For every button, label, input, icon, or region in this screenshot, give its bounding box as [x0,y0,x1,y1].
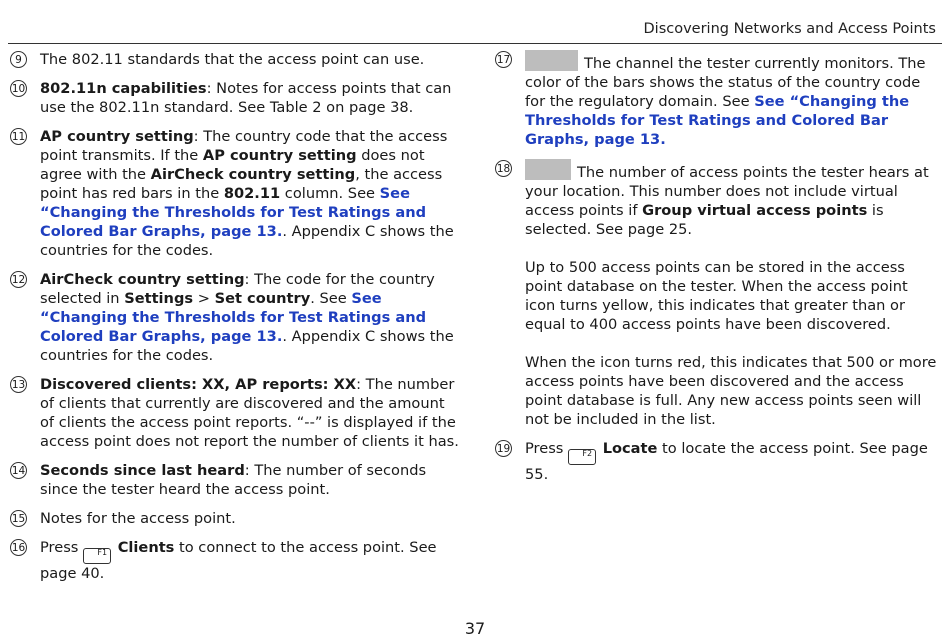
callout-item-19 [495,439,940,484]
item-text: > [193,290,215,307]
callout-item-9 [10,50,460,69]
callout-number: 13 [10,376,27,393]
running-header: Discovering Networks and Access Points [643,21,936,37]
callout-number: 14 [10,462,27,479]
item-term: Locate [602,440,658,457]
item-text: to locate the access point. See page 55. [525,440,928,483]
callout-item-15 [10,509,460,528]
cross-reference-link[interactable]: See “Changing the Thresholds for Test Ratings and Colored Bar Graphs, page 13. [40,185,427,240]
cross-reference-link[interactable]: See “Changing the Thresholds for Test Ratings and Colored Bar Graphs, page 13. [525,93,910,148]
item-text: : The number of clients that currently are discovered and the amount of clients the access point reports. “--” is displayed if the access point does not report the number of clients it has. [40,376,459,450]
item-term: AirCheck country setting [150,166,356,183]
f2-key-icon: F2 [568,449,596,465]
callout-number: 19 [495,440,512,457]
cross-reference-link[interactable]: See “Changing the Thresholds for Test Ratings and Colored Bar Graphs, page 13. [40,290,427,345]
header-rule [8,43,942,44]
left-column [10,50,460,593]
item-text: , the access point has red bars in the [40,166,443,202]
ap-count-graphic-placeholder [525,159,571,180]
callout-item-16 [10,538,460,583]
callout-item-12 [10,270,460,365]
item-text: : The country code that the access point transmits. If the [40,128,448,164]
item-text: is selected. See page 25. [525,202,884,238]
callout-item-13 [10,375,460,451]
item-text: : The number of seconds since the tester heard the access point. [40,462,427,498]
page-number: 37 [464,619,486,638]
callout-item-10 [10,79,460,117]
callout-item-11 [10,127,460,260]
item-term: Set country [214,290,311,307]
channel-graphic-placeholder [525,50,578,71]
right-column [495,50,940,494]
item-text: to connect to the access point. See page 40. [40,539,437,582]
item-term: AP country setting [40,128,194,145]
item-text: The 802.11 standards that the access point can use. [40,51,425,68]
item-text: : Notes for access points that can use the 802.11n standard. See Table 2 on page 38. [40,80,452,116]
item-term: 802.11 [223,185,281,202]
callout-number: 12 [10,271,27,288]
callout-number: 15 [10,510,27,527]
item-term: Settings [124,290,194,307]
item-text: The number of access points the tester hears at your location. This number does not include virtual access points if [525,164,929,219]
item-term: Discovered clients: XX, AP reports: XX [40,376,357,393]
f1-key-icon: F1 [83,548,111,564]
callout-item-18 [495,159,940,429]
item-text: Notes for the access point. [40,510,236,527]
item-term: AirCheck country setting [40,271,245,288]
item-text: : The code for the country selected in [40,271,435,307]
callout-number: 18 [495,160,512,177]
paragraph: Up to 500 access points can be stored in the access point database on the tester. When the access point icon turns yellow, this indicates that greater than or equal to 400 access points have been discovered. [525,259,908,333]
callout-number: 9 [10,51,27,68]
item-term: Seconds since last heard [40,462,245,479]
callout-number: 17 [495,51,512,68]
paragraph: When the icon turns red, this indicates that 500 or more access points have been discovered and the access point database is full. Any new access points seen will not be included in the list. [525,354,937,428]
callout-number: 16 [10,539,27,556]
item-text: does not agree with the [40,147,425,183]
item-text: column. See [280,185,380,202]
item-text: The channel the tester currently monitors. The color of the bars shows the status of the country code for the regulatory domain. See [525,55,926,110]
callout-item-14 [10,461,460,499]
item-text: Press [40,539,84,556]
paragraph [525,159,940,239]
callout-number: 10 [10,80,27,97]
item-term: Clients [117,539,175,556]
item-text: Press [525,440,569,457]
callout-number: 11 [10,128,27,145]
item-term: 802.11n capabilities [40,80,207,97]
item-text: . Appendix C shows the countries for the codes. [40,328,454,364]
item-term: AP country setting [202,147,357,164]
callout-item-17 [495,50,940,149]
item-text: . See [310,290,352,307]
item-term: Group virtual access points [642,202,868,219]
item-text: . Appendix C shows the countries for the codes. [40,223,454,259]
